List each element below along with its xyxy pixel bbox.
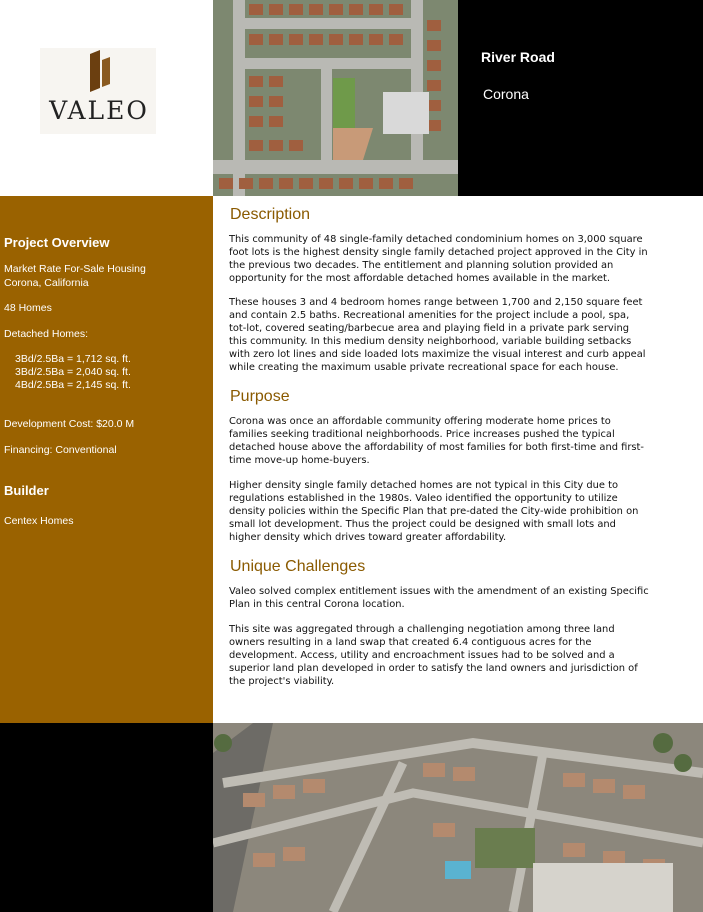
challenges-heading: Unique Challenges — [230, 558, 366, 575]
purpose-paragraph-2: Higher density single family detached homes are not typical in this City due to regulations established in the 1980s. Valeo identified the opportunity to utilize density policies within the Specific Plan that pre-dated the City-wide prohibition on small lot development. Thus the project could be designed with small lots and higher density which drives toward greater affordability. — [229, 480, 639, 543]
builder-name: Centex Homes — [4, 515, 74, 527]
detached-homes-label: Detached Homes: — [4, 328, 89, 340]
home-type-item: 4Bd/2.5Ba = 2,145 sq. ft. — [15, 379, 131, 391]
challenges-paragraph-2: This site was aggregated through a challenging negotiation among three land owners resulting in a land swap that created 6.4 contiguous acres for the development. Access, utility and encroachment issues had to be solved and a superior land plan developed in order to satisfy the land owners and jurisdiction of the project's viability. — [229, 624, 638, 687]
site-plan-image — [213, 0, 458, 196]
main-content — [213, 196, 703, 723]
home-type-item: 3Bd/2.5Ba = 1,712 sq. ft. — [15, 353, 131, 365]
market-type: Market Rate For-Sale Housing — [4, 263, 146, 275]
financing: Financing: Conventional — [4, 444, 117, 456]
overview-heading: Project Overview — [4, 235, 110, 250]
logo-mark-icon — [40, 48, 156, 96]
purpose-heading: Purpose — [230, 388, 290, 405]
aerial-photo — [213, 723, 703, 912]
project-name: River Road — [481, 49, 555, 65]
project-city: Corona — [483, 86, 529, 102]
footer-black-panel — [0, 723, 213, 912]
description-paragraph-1: This community of 48 single-family detached condominium homes on 3,000 square foot lots is the highest density single family detached project approved in the City in the previous two decades. The entitlement and planning solution provided an opportunity for the most affordable detached homes available in the market. — [229, 234, 648, 284]
builder-heading: Builder — [4, 483, 49, 498]
home-type-item: 3Bd/2.5Ba = 2,040 sq. ft. — [15, 366, 131, 378]
development-cost: Development Cost: $20.0 M — [4, 418, 135, 430]
project-overview-sidebar — [0, 196, 213, 723]
description-heading: Description — [230, 206, 311, 223]
description-paragraph-2: These houses 3 and 4 bedroom homes range between 1,700 and 2,150 square feet and contain 2.5 baths. Recreational amenities for the project include a pool, spa, tot-lot, covered seating/barbecue area and playing field in a private park serving this community. In this medium density neighborhood, variable building setbacks with zero lot lines and side loaded lots maximize the visual interest and curb appeal while creating the maximum usable private recreational space for each house. — [229, 297, 646, 373]
purpose-paragraph-1: Corona was once an affordable community offering moderate home prices to families seeking traditional neighborhoods. Price increases pushed the typical detached house above the affordability of most families for both first-time and first- time move-up home-buyers. — [229, 416, 644, 466]
market-location: Corona, California — [4, 277, 89, 289]
challenges-paragraph-1: Valeo solved complex entitlement issues with the amendment of an existing Specific Plan in this central Corona location. — [229, 586, 649, 610]
homes-count: 48 Homes — [4, 302, 52, 314]
logo-wordmark: VALEO — [49, 96, 149, 125]
